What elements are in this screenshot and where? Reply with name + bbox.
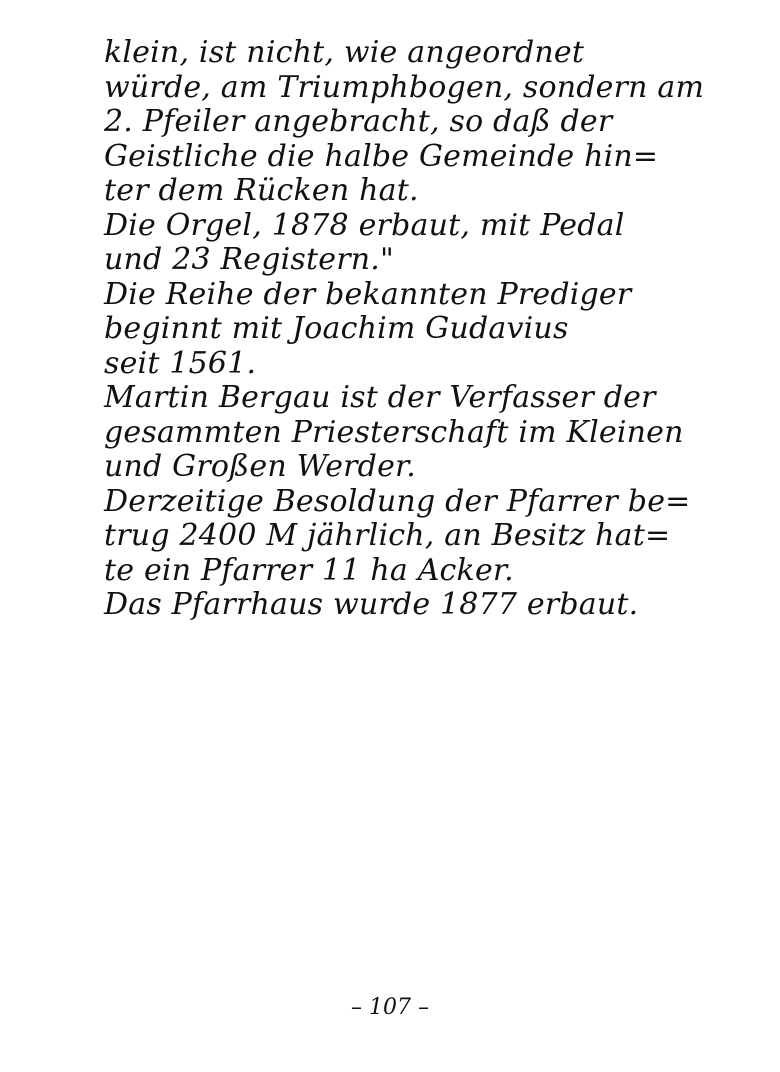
- text-line-1: klein, ist nicht, wie angeordnet: [104, 35, 585, 70]
- text-line-9: beginnt mit Joachim Gudavius: [104, 311, 569, 346]
- text-line-12: gesammten Priesterschaft im Kleinen: [104, 414, 684, 450]
- text-line-7: und 23 Registern.": [104, 242, 395, 277]
- handwritten-text-block: [104, 36, 754, 623]
- text-line-10: seit 1561.: [104, 345, 257, 381]
- text-line-8: Die Reihe der bekannten Prediger: [104, 276, 632, 312]
- text-line-3: 2. Pfeiler angebracht, so daß der: [104, 104, 613, 139]
- text-line-13: und Großen Werder.: [104, 449, 417, 484]
- text-line-17: Das Pfarrhaus wurde 1877 erbaut.: [104, 587, 639, 622]
- text-line-15: trug 2400 M jährlich, an Besitz hat=: [104, 518, 671, 553]
- text-line-14: Derzeitige Besoldung der Pfarrer be=: [104, 483, 691, 519]
- text-line-11: Martin Bergau ist der Verfasser der: [104, 380, 656, 415]
- text-line-16: te ein Pfarrer 11 ha Acker.: [104, 552, 514, 588]
- page-number: – 107 –: [351, 995, 429, 1020]
- text-line-2: würde, am Triumphbogen, sondern am: [104, 69, 705, 105]
- text-line-4: Geistliche die halbe Gemeinde hin=: [104, 138, 659, 174]
- text-line-5: ter dem Rücken hat.: [104, 173, 419, 208]
- text-line-6: Die Orgel, 1878 erbaut, mit Pedal: [104, 207, 625, 243]
